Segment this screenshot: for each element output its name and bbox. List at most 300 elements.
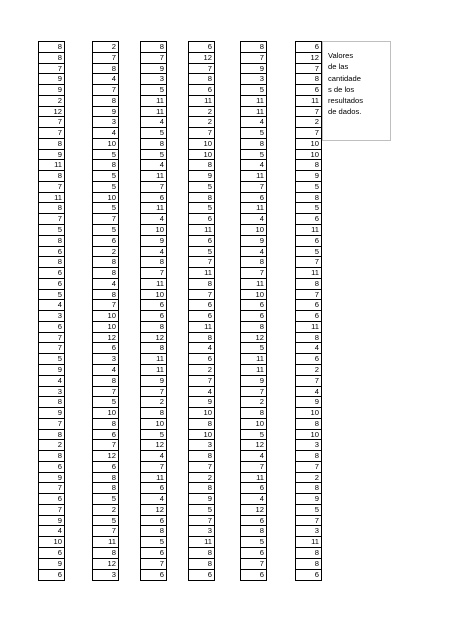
- number-cell: 8: [189, 160, 214, 171]
- number-cell: 7: [296, 107, 321, 118]
- number-cell: 7: [296, 376, 321, 387]
- note-line: de dados.: [328, 107, 362, 117]
- number-cell: 11: [141, 107, 166, 118]
- number-cell: 11: [296, 537, 321, 548]
- number-cell: 7: [39, 182, 64, 193]
- number-cell: 6: [189, 214, 214, 225]
- number-cell: 10: [241, 225, 266, 236]
- number-cell: 9: [39, 516, 64, 527]
- number-cell: 4: [241, 451, 266, 462]
- number-cell: 4: [241, 160, 266, 171]
- number-cell: 9: [39, 150, 64, 161]
- number-cell: 7: [241, 182, 266, 193]
- number-cell: 6: [314, 569, 319, 579]
- number-cell: 11: [241, 107, 266, 118]
- number-cell: 10: [296, 408, 321, 419]
- number-cell: 7: [39, 64, 64, 75]
- number-cell: 5: [141, 537, 166, 548]
- number-cell: 9: [39, 473, 64, 484]
- number-cell: 6: [189, 42, 214, 53]
- number-cell: 11: [241, 96, 266, 107]
- number-cell: 8: [141, 322, 166, 333]
- number-cell: 8: [93, 257, 118, 268]
- number-cell: 2: [296, 365, 321, 376]
- number-cell: 8: [93, 419, 118, 430]
- number-cell: 3: [39, 311, 64, 322]
- number-cell: 6: [39, 462, 64, 473]
- number-cell: 10: [189, 408, 214, 419]
- number-cell: 5: [93, 494, 118, 505]
- number-cell: 8: [141, 42, 166, 53]
- number-cell: 7: [296, 128, 321, 139]
- number-cell: 2: [141, 397, 166, 408]
- number-cell: 5: [296, 247, 321, 258]
- number-cell: 7: [93, 53, 118, 64]
- number-cell: 3: [93, 354, 118, 365]
- number-cell: 8: [93, 160, 118, 171]
- number-column-5: [240, 41, 267, 581]
- number-cell: 11: [141, 171, 166, 182]
- number-cell: 5: [189, 182, 214, 193]
- number-cell: 5: [241, 343, 266, 354]
- number-cell: 11: [296, 225, 321, 236]
- number-cell: 7: [189, 516, 214, 527]
- number-cell: 6: [159, 569, 164, 579]
- number-column-1: [38, 41, 65, 581]
- number-cell: 11: [39, 160, 64, 171]
- note-line: de las: [328, 62, 349, 72]
- number-cell: 5: [189, 247, 214, 258]
- number-cell: 5: [241, 150, 266, 161]
- number-cell: 3: [189, 526, 214, 537]
- number-cell: 8: [93, 376, 118, 387]
- number-cell: 11: [296, 322, 321, 333]
- number-cell: 4: [93, 279, 118, 290]
- number-cell: 6: [39, 247, 64, 258]
- number-cell: 6: [57, 569, 62, 579]
- number-cell: 10: [241, 419, 266, 430]
- number-cell: 8: [296, 419, 321, 430]
- number-cell: 11: [189, 322, 214, 333]
- number-cell: 5: [93, 182, 118, 193]
- number-cell: 6: [141, 548, 166, 559]
- number-cell: 8: [93, 96, 118, 107]
- number-cell: 4: [93, 365, 118, 376]
- number-cell: 7: [39, 214, 64, 225]
- number-cell: 8: [39, 430, 64, 441]
- number-cell: 7: [241, 559, 266, 570]
- number-cell: 8: [93, 483, 118, 494]
- number-cell: 8: [296, 333, 321, 344]
- number-cell: 2: [189, 107, 214, 118]
- number-cell: 9: [189, 397, 214, 408]
- number-cell: 7: [241, 268, 266, 279]
- number-cell: 3: [296, 440, 321, 451]
- number-cell: 7: [241, 387, 266, 398]
- number-cell: 6: [296, 236, 321, 247]
- number-cell: 11: [189, 268, 214, 279]
- number-cell: 10: [93, 311, 118, 322]
- number-cell: 8: [39, 53, 64, 64]
- number-cell: 10: [141, 225, 166, 236]
- number-cell: 8: [93, 64, 118, 75]
- number-cell: 6: [189, 300, 214, 311]
- number-cell: 5: [241, 430, 266, 441]
- number-cell: 6: [39, 279, 64, 290]
- number-cell: 8: [141, 139, 166, 150]
- number-cell: 8: [189, 548, 214, 559]
- number-cell: 9: [189, 171, 214, 182]
- number-cell: 11: [141, 203, 166, 214]
- number-cell: 6: [241, 548, 266, 559]
- number-cell: 6: [39, 268, 64, 279]
- number-cell: 9: [141, 236, 166, 247]
- number-cell: 8: [141, 526, 166, 537]
- number-cell: 7: [39, 505, 64, 516]
- number-cell: 8: [241, 139, 266, 150]
- number-cell: 9: [39, 365, 64, 376]
- number-cell: 7: [93, 214, 118, 225]
- number-cell: 6: [141, 300, 166, 311]
- number-cell: 6: [39, 322, 64, 333]
- number-cell: 10: [241, 290, 266, 301]
- number-cell: 12: [93, 333, 118, 344]
- number-cell: 12: [39, 107, 64, 118]
- number-cell: 6: [296, 42, 321, 53]
- number-cell: 3: [141, 74, 166, 85]
- number-cell: 6: [296, 300, 321, 311]
- number-cell: 8: [189, 451, 214, 462]
- number-cell: 8: [189, 419, 214, 430]
- number-cell: 5: [189, 203, 214, 214]
- number-cell: 12: [141, 440, 166, 451]
- number-cell: 8: [39, 42, 64, 53]
- number-cell: 4: [141, 160, 166, 171]
- number-cell: 11: [141, 365, 166, 376]
- number-cell: 11: [241, 171, 266, 182]
- number-cell: 9: [39, 559, 64, 570]
- number-cell: 8: [39, 397, 64, 408]
- number-cell: 8: [39, 451, 64, 462]
- number-cell: 8: [39, 236, 64, 247]
- number-cell: 8: [93, 473, 118, 484]
- number-cell: 9: [141, 376, 166, 387]
- note-line: Valores: [328, 51, 354, 60]
- number-cell: 6: [141, 483, 166, 494]
- number-cell: 7: [93, 300, 118, 311]
- number-cell: 6: [296, 354, 321, 365]
- number-cell: 6: [189, 311, 214, 322]
- number-cell: 4: [296, 343, 321, 354]
- number-cell: 6: [296, 85, 321, 96]
- number-cell: 4: [39, 300, 64, 311]
- number-cell: 2: [39, 96, 64, 107]
- number-cell: 8: [189, 483, 214, 494]
- number-cell: 12: [189, 53, 214, 64]
- number-cell: 11: [241, 279, 266, 290]
- number-cell: 6: [93, 236, 118, 247]
- number-cell: 5: [39, 225, 64, 236]
- number-cell: 8: [93, 548, 118, 559]
- number-cell: 6: [241, 300, 266, 311]
- number-cell: 8: [241, 526, 266, 537]
- number-cell: 7: [296, 462, 321, 473]
- number-cell: 7: [141, 182, 166, 193]
- number-cell: 11: [296, 96, 321, 107]
- number-cell: 10: [189, 150, 214, 161]
- number-cell: 7: [39, 343, 64, 354]
- number-cell: 8: [241, 42, 266, 53]
- number-cell: 2: [93, 42, 118, 53]
- number-cell: 7: [189, 462, 214, 473]
- number-cell: 7: [141, 387, 166, 398]
- number-cell: 12: [93, 559, 118, 570]
- number-cell: 8: [296, 483, 321, 494]
- number-cell: 4: [189, 387, 214, 398]
- number-cell: 5: [93, 397, 118, 408]
- number-cell: 8: [141, 408, 166, 419]
- number-cell: 2: [296, 473, 321, 484]
- number-cell: 8: [296, 160, 321, 171]
- number-cell: 9: [93, 107, 118, 118]
- number-cell: 2: [189, 473, 214, 484]
- number-cell: 7: [93, 440, 118, 451]
- number-cell: 2: [93, 505, 118, 516]
- number-cell: 5: [141, 150, 166, 161]
- note-line: s de los: [328, 84, 355, 94]
- number-cell: 8: [296, 74, 321, 85]
- number-cell: 6: [141, 516, 166, 527]
- number-cell: 4: [241, 214, 266, 225]
- number-cell: 12: [296, 53, 321, 64]
- number-cell: 11: [141, 473, 166, 484]
- number-cell: 6: [296, 214, 321, 225]
- number-cell: 12: [241, 440, 266, 451]
- number-cell: 9: [296, 397, 321, 408]
- number-cell: 7: [296, 290, 321, 301]
- number-cell: 11: [296, 268, 321, 279]
- number-cell: 2: [189, 117, 214, 128]
- number-cell: 11: [141, 279, 166, 290]
- number-cell: 5: [189, 505, 214, 516]
- number-cell: 10: [93, 193, 118, 204]
- number-cell: 8: [296, 559, 321, 570]
- number-cell: 3: [39, 387, 64, 398]
- number-cell: 12: [241, 505, 266, 516]
- number-cell: 3: [296, 526, 321, 537]
- number-cell: 4: [93, 74, 118, 85]
- note-box: [322, 41, 391, 141]
- number-cell: 6: [296, 311, 321, 322]
- number-column-3: [140, 41, 167, 581]
- number-cell: 4: [39, 526, 64, 537]
- number-cell: 10: [296, 150, 321, 161]
- number-cell: 5: [141, 430, 166, 441]
- number-cell: 4: [296, 387, 321, 398]
- number-cell: 8: [189, 74, 214, 85]
- number-cell: 11: [189, 537, 214, 548]
- note-line: cantidade: [328, 73, 361, 83]
- number-cell: 5: [39, 290, 64, 301]
- number-cell: 10: [296, 430, 321, 441]
- number-cell: 10: [93, 408, 118, 419]
- number-cell: 10: [141, 290, 166, 301]
- number-cell: 7: [189, 64, 214, 75]
- number-cell: 6: [189, 85, 214, 96]
- number-cell: 7: [189, 128, 214, 139]
- number-cell: 7: [39, 419, 64, 430]
- number-cell: 7: [39, 483, 64, 494]
- number-cell: 7: [189, 257, 214, 268]
- number-cell: 6: [207, 569, 212, 579]
- number-cell: 2: [93, 247, 118, 258]
- number-cell: 9: [296, 494, 321, 505]
- number-cell: 8: [39, 257, 64, 268]
- number-cell: 8: [141, 257, 166, 268]
- number-cell: 6: [189, 236, 214, 247]
- number-cell: 7: [93, 85, 118, 96]
- number-cell: 5: [296, 505, 321, 516]
- number-cell: 7: [189, 290, 214, 301]
- number-cell: 8: [93, 268, 118, 279]
- number-cell: 8: [141, 343, 166, 354]
- number-cell: 7: [39, 117, 64, 128]
- number-cell: 4: [141, 451, 166, 462]
- number-cell: 4: [93, 128, 118, 139]
- number-cell: 12: [141, 333, 166, 344]
- number-cell: 6: [259, 569, 264, 579]
- number-cell: 5: [93, 516, 118, 527]
- number-cell: 3: [111, 569, 116, 579]
- number-cell: 10: [93, 322, 118, 333]
- number-cell: 7: [296, 64, 321, 75]
- number-cell: 12: [241, 333, 266, 344]
- number-cell: 12: [93, 451, 118, 462]
- number-cell: 5: [93, 150, 118, 161]
- number-cell: 6: [141, 311, 166, 322]
- number-cell: 11: [93, 537, 118, 548]
- number-column-4: [188, 41, 215, 581]
- number-cell: 8: [39, 139, 64, 150]
- number-cell: 7: [241, 53, 266, 64]
- number-cell: 6: [241, 193, 266, 204]
- number-cell: 2: [39, 440, 64, 451]
- number-cell: 8: [241, 257, 266, 268]
- number-cell: 10: [141, 419, 166, 430]
- number-cell: 11: [241, 203, 266, 214]
- number-cell: 6: [141, 193, 166, 204]
- number-cell: 9: [39, 408, 64, 419]
- number-cell: 3: [241, 74, 266, 85]
- number-cell: 3: [93, 117, 118, 128]
- number-cell: 4: [241, 494, 266, 505]
- number-cell: 8: [296, 193, 321, 204]
- number-cell: 8: [189, 559, 214, 570]
- number-cell: 5: [141, 128, 166, 139]
- number-cell: 4: [241, 247, 266, 258]
- number-column-6: [295, 41, 322, 581]
- number-cell: 8: [296, 548, 321, 559]
- number-cell: 7: [39, 333, 64, 344]
- number-cell: 5: [241, 85, 266, 96]
- number-cell: 10: [189, 139, 214, 150]
- number-cell: 4: [141, 117, 166, 128]
- number-cell: 10: [189, 430, 214, 441]
- number-cell: 7: [296, 516, 321, 527]
- number-cell: 7: [141, 268, 166, 279]
- number-cell: 6: [39, 548, 64, 559]
- number-cell: 7: [141, 53, 166, 64]
- number-cell: 5: [141, 85, 166, 96]
- number-cell: 9: [141, 64, 166, 75]
- number-cell: 9: [39, 74, 64, 85]
- number-cell: 4: [189, 343, 214, 354]
- number-cell: 9: [241, 236, 266, 247]
- number-cell: 11: [189, 225, 214, 236]
- number-cell: 6: [241, 483, 266, 494]
- number-column-2: [92, 41, 119, 581]
- number-cell: 2: [189, 365, 214, 376]
- number-cell: 11: [241, 473, 266, 484]
- number-cell: 8: [241, 408, 266, 419]
- number-cell: 8: [93, 290, 118, 301]
- number-cell: 5: [241, 128, 266, 139]
- number-cell: 9: [241, 64, 266, 75]
- number-cell: 12: [141, 505, 166, 516]
- number-cell: 9: [189, 494, 214, 505]
- number-cell: 8: [189, 193, 214, 204]
- number-cell: 9: [241, 376, 266, 387]
- number-cell: 5: [93, 225, 118, 236]
- number-cell: 8: [189, 279, 214, 290]
- number-cell: 8: [39, 171, 64, 182]
- number-cell: 10: [296, 139, 321, 150]
- number-cell: 4: [241, 117, 266, 128]
- number-cell: 4: [39, 376, 64, 387]
- number-cell: 5: [296, 182, 321, 193]
- number-cell: 11: [141, 96, 166, 107]
- number-cell: 7: [189, 376, 214, 387]
- number-cell: 8: [241, 322, 266, 333]
- number-cell: 11: [241, 365, 266, 376]
- number-cell: 4: [141, 494, 166, 505]
- number-cell: 8: [189, 333, 214, 344]
- number-cell: 10: [93, 139, 118, 150]
- number-cell: 4: [141, 214, 166, 225]
- number-cell: 6: [241, 311, 266, 322]
- number-cell: 2: [241, 397, 266, 408]
- number-cell: 6: [39, 494, 64, 505]
- number-cell: 5: [39, 354, 64, 365]
- number-cell: 11: [189, 96, 214, 107]
- number-cell: 11: [39, 193, 64, 204]
- number-cell: 2: [296, 117, 321, 128]
- number-cell: 5: [93, 171, 118, 182]
- number-cell: 6: [189, 354, 214, 365]
- number-cell: 6: [93, 343, 118, 354]
- number-cell: 6: [93, 462, 118, 473]
- number-cell: 3: [189, 440, 214, 451]
- number-cell: 8: [39, 203, 64, 214]
- number-cell: 11: [241, 354, 266, 365]
- number-cell: 4: [141, 247, 166, 258]
- number-cell: 9: [296, 171, 321, 182]
- number-cell: 7: [93, 526, 118, 537]
- number-cell: 11: [141, 354, 166, 365]
- number-cell: 5: [93, 203, 118, 214]
- number-cell: 6: [93, 430, 118, 441]
- number-cell: 7: [93, 387, 118, 398]
